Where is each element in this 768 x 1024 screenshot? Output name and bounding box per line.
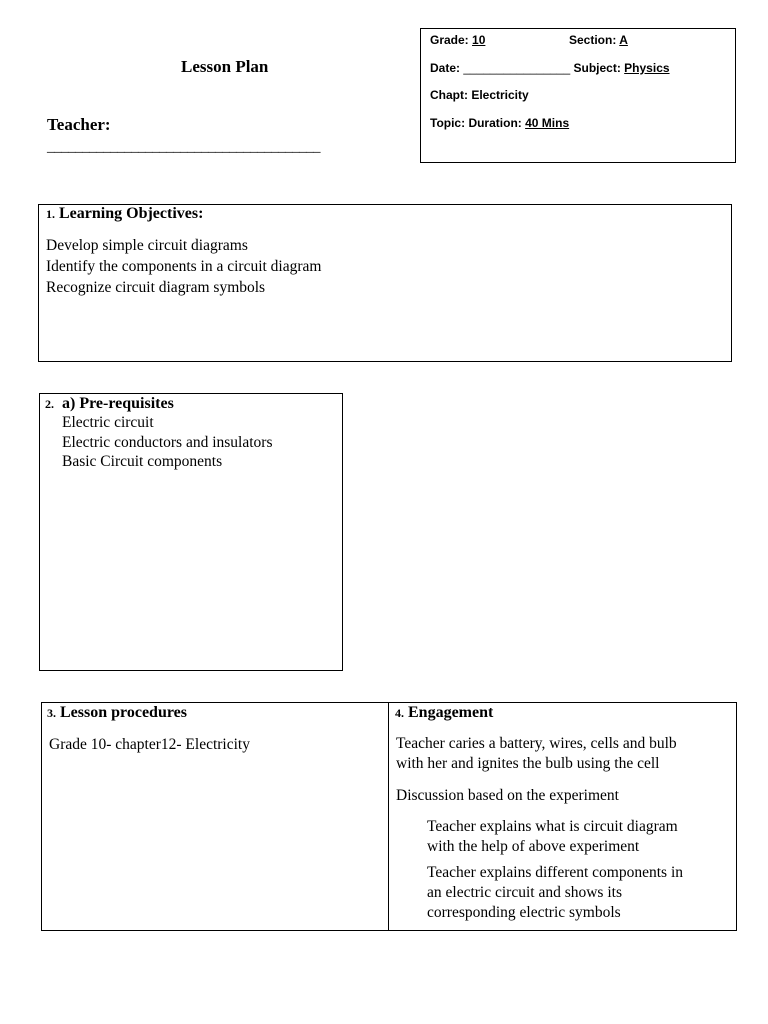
chapter-field: Chapt: Electricity <box>430 88 529 102</box>
teacher-name-blank: _______________________________________ <box>47 139 320 155</box>
section-field <box>569 33 628 47</box>
page-title: Lesson Plan <box>181 57 269 76</box>
engagement-line: an electric circuit and shows its <box>427 884 622 901</box>
duration-value: 40 Mins <box>525 116 570 130</box>
prerequisites-heading <box>45 395 174 413</box>
procedures-number: 3. <box>47 706 56 720</box>
engagement-heading <box>395 704 493 722</box>
engagement-point-2 <box>427 863 683 923</box>
engagement-title: Engagement <box>408 704 494 721</box>
subject-label: Subject: <box>573 61 621 75</box>
date-field <box>430 61 670 75</box>
engagement-point-1 <box>427 817 678 857</box>
teacher-label: Teacher: <box>47 115 111 134</box>
engagement-line: with her and ignites the bulb using the cell <box>396 755 660 772</box>
procedures-title: Lesson procedures <box>60 704 187 721</box>
prerequisite-item: Basic Circuit components <box>62 453 223 470</box>
engagement-line: with the help of above experiment <box>427 838 640 855</box>
section-label: Section: <box>569 33 617 47</box>
objective-item: Develop simple circuit diagrams <box>46 237 248 254</box>
grade-field <box>430 33 485 47</box>
date-blank: ________________ <box>463 61 571 75</box>
prerequisites-number: 2. <box>45 397 54 411</box>
procedures-heading <box>47 704 187 722</box>
engagement-paragraph-1 <box>396 734 677 774</box>
engagement-line: Teacher explains what is circuit diagram <box>427 818 678 835</box>
objectives-title: Learning Objectives: <box>59 205 204 222</box>
objective-item: Recognize circuit diagram symbols <box>46 279 266 296</box>
subject-value: Physics <box>624 61 670 75</box>
objective-item: Identify the components in a circuit diagram <box>46 258 322 275</box>
objectives-number: 1. <box>46 207 55 221</box>
grade-label: Grade: <box>430 33 469 47</box>
column-divider <box>388 702 389 931</box>
prerequisite-item: Electric circuit <box>62 414 154 431</box>
topic-duration-label: Topic: Duration: <box>430 116 522 130</box>
engagement-number: 4. <box>395 706 404 720</box>
prerequisite-item: Electric conductors and insulators <box>62 434 273 451</box>
duration-field <box>430 116 569 130</box>
grade-value: 10 <box>472 33 486 47</box>
engagement-line: corresponding electric symbols <box>427 904 621 921</box>
engagement-paragraph-2: Discussion based on the experiment <box>396 787 619 804</box>
procedures-text: Grade 10- chapter12- Electricity <box>49 736 250 753</box>
section-value: A <box>619 33 628 47</box>
objectives-heading <box>46 205 203 223</box>
engagement-line: Teacher caries a battery, wires, cells and bulb <box>396 735 677 752</box>
engagement-line: Teacher explains different components in <box>427 864 684 881</box>
prerequisites-title: a) Pre-requisites <box>62 395 174 412</box>
date-label: Date: <box>430 61 461 75</box>
